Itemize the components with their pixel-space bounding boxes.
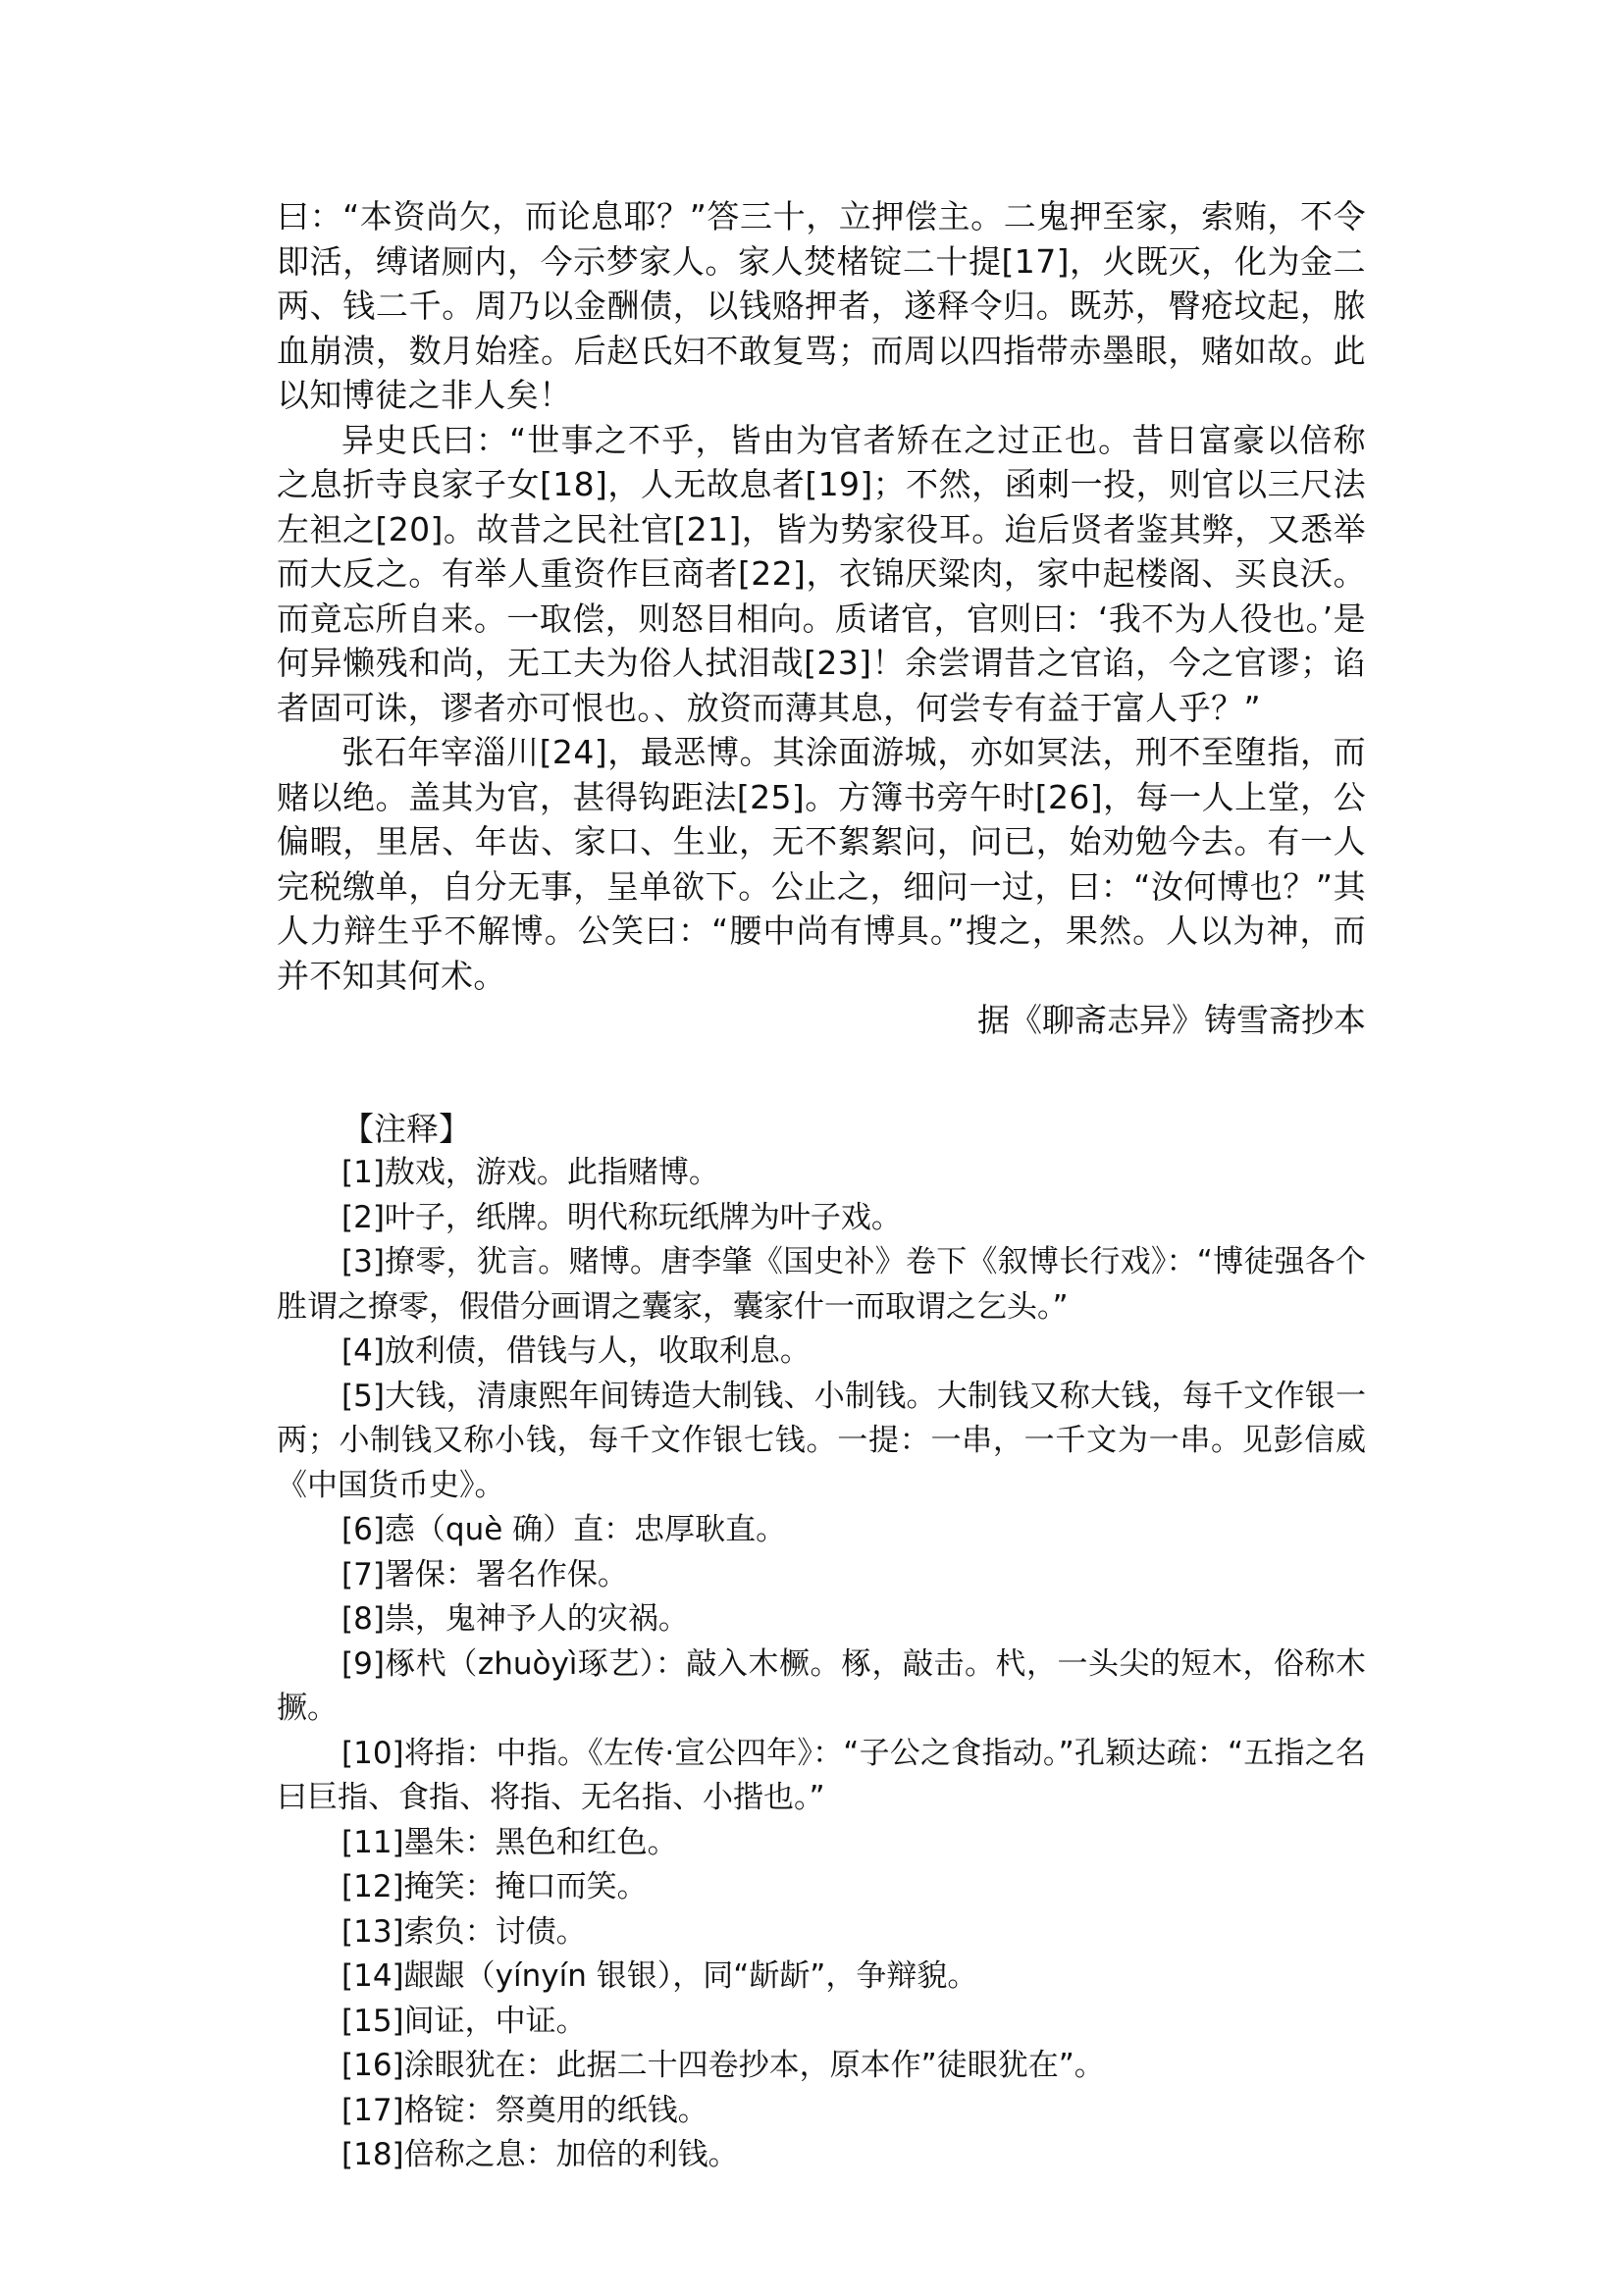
- note-item: [9]椓杙（zhuòyì琢艺）：敲入木橛。椓，敲击。杙，一头尖的短木，俗称木撅。: [277, 1645, 1366, 1726]
- note-item: [3]撩零，犹言。赌博。唐李肇《国史补》卷下《叙博长行戏》：“博徒强各个胜谓之撩零，假借分画谓之囊家，囊家什一而取谓之乞头。”: [277, 1244, 1366, 1325]
- note-item: [4]放利债，借钱与人，收取利息。: [341, 1333, 811, 1369]
- note-item: [1]敖戏，游戏。此指赌博。: [341, 1155, 719, 1190]
- note-item: [17]格锭：祭奠用的纸钱。: [341, 2092, 708, 2128]
- paragraph-commentary: 异史氏曰：“世事之不乎，皆由为官者矫在之过正也。昔日富豪以倍称之息折寺良家子女[18]，人无故息者[19]；不然，函刺一投，则官以三尺法左袒之[20]。故昔之民社官[21]，皆为势家役耳。迨后贤者鉴其弊，又悉举而大反之。有举人重资作巨商者[22]，衣锦厌粱肉，家中起楼阁、买良沃。而竟忘所自来。一取偿，则怒目相向。质诸官，官则曰：‘我不为人役也。’是何异懒残和尚，无工夫为俗人拭泪哉[23]！余尝谓昔之官谄，今之官谬；谄者固可诛，谬者亦可恨也。、放资而薄其息，何尝专有益于富人乎？”: [277, 420, 1366, 727]
- note-item: [16]涂眼犹在：此据二十四卷抄本，原本作”徒眼犹在”。: [341, 2048, 1105, 2083]
- document-page: [277, 194, 1366, 2178]
- note-item: [13]索负：讨债。: [341, 1913, 587, 1950]
- notes-heading: 【注释】: [341, 1109, 471, 1148]
- paragraph-story-end: 曰：“本资尚欠，而论息耶？”答三十，立押偿主。二鬼押至家，索贿，不令即活，缚诸厕内，今示梦家人。家人焚楮锭二十提[17]，火既灭，化为金二两、钱二千。周乃以金酬债，以钱赂押者，遂释令归。既苏，臀疮坟起，脓血崩溃，数月始痊。后赵氏妇不敢复骂；而周以四指带赤墨眼，赌如故。此以知博徒之非人矣！: [277, 197, 1366, 414]
- paragraph-appendix: 张石年宰淄川[24]，最恶博。其涂面游城，亦如冥法，刑不至堕指，而赌以绝。盖其为官，甚得钩距法[25]。方簿书旁午时[26]，每一人上堂，公偏暇，里居、年齿、家口、生业，无不絮絮问，问已，始劝勉今去。有一人完税缴单，自分无事，呈单欲下。公止之，细问一过，曰：“汝何博也？”其人力辩生乎不解博。公笑曰：“腰中尚有博具。”搜之，果然。人以为神，而并不知其何术。: [277, 733, 1366, 995]
- note-item: [18]倍称之息：加倍的利钱。: [341, 2137, 739, 2172]
- notes-list: [277, 1151, 1366, 2178]
- note-item: [14]龈龈（yínyín 银银），同“龂龂”，争辩貌。: [341, 1958, 978, 1994]
- note-item: [5]大钱，清康熙年间铸造大制钱、小制钱。大制钱又称大钱，每千文作银一两；小制钱又称小钱，每千文作银七钱。一提：一串，一千文为一串。见彭信威《中国货币史》。: [277, 1378, 1366, 1503]
- note-item: [8]祟，鬼神予人的灾祸。: [341, 1601, 689, 1637]
- note-item: [7]署保：署名作保。: [341, 1556, 628, 1592]
- note-item: [11]墨朱：黑色和红色。: [341, 1824, 678, 1860]
- source-citation: 据《聊斋志异》铸雪斋抄本: [977, 1001, 1366, 1039]
- note-item: [2]叶子，纸牌。明代称玩纸牌为叶子戏。: [341, 1199, 902, 1235]
- note-item: [15]间证，中证。: [341, 2003, 587, 2039]
- note-item: [6]悫（què 确）直：忠厚耿直。: [341, 1512, 787, 1547]
- note-item: [10]将指：中指。《左传·宣公四年》：“子公之食指动。”孔颖达疏：“五指之名曰巨指、食指、将指、无名指、小揩也。”: [277, 1735, 1366, 1815]
- note-item: [12]掩笑：掩口而笑。: [341, 1869, 648, 1904]
